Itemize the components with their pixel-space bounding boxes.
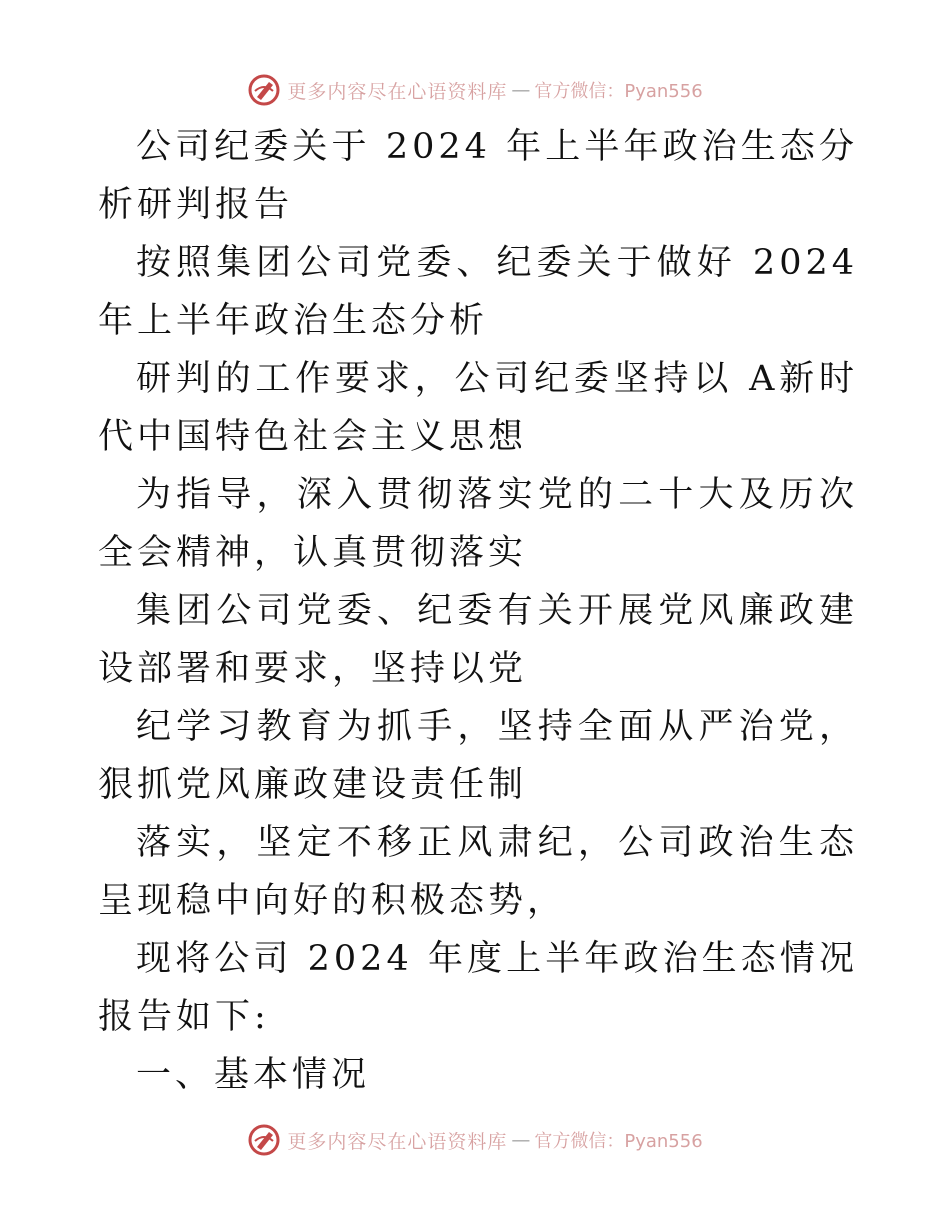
body-paragraph: 为指导，深入贯彻落实党的二十大及历次全会精神，认真贯彻落实 [98,475,858,573]
section-heading: 一、基本情况 [136,1055,371,1095]
footer-contact-text: 官方微信：Pyan556 [534,1131,703,1152]
footer-dash: — [511,1129,531,1151]
header-dash: — [511,79,531,101]
body-paragraph: 纪学习教育为抓手，坚持全面从严治党，狠抓党风廉政建设责任制 [98,707,858,805]
footer-brand-text: 更多内容尽在心语资料库 [287,1130,508,1153]
document-title: 公司纪委关于 2024 年上半年政治生态分析研判报告 [98,127,858,225]
brand-logo-icon [247,73,281,107]
body-paragraph: 按照集团公司党委、纪委关于做好 2024 年上半年政治生态分析 [98,243,858,341]
body-paragraph: 现将公司 2024 年度上半年政治生态情况报告如下: [98,939,858,1037]
header-brand-text: 更多内容尽在心语资料库 [287,80,508,103]
brand-logo-icon [247,1123,281,1157]
footer-watermark-banner [0,1120,950,1160]
header-contact-text: 官方微信：Pyan556 [534,81,703,102]
body-paragraph: 集团公司党委、纪委有关开展党风廉政建设部署和要求，坚持以党 [98,591,858,689]
document-body [98,118,858,1104]
body-paragraph: 研判的工作要求，公司纪委坚持以 A新时代中国特色社会主义思想 [98,359,858,457]
header-watermark-banner [0,70,950,110]
body-paragraph: 落实，坚定不移正风肃纪，公司政治生态呈现稳中向好的积极态势， [98,823,858,921]
